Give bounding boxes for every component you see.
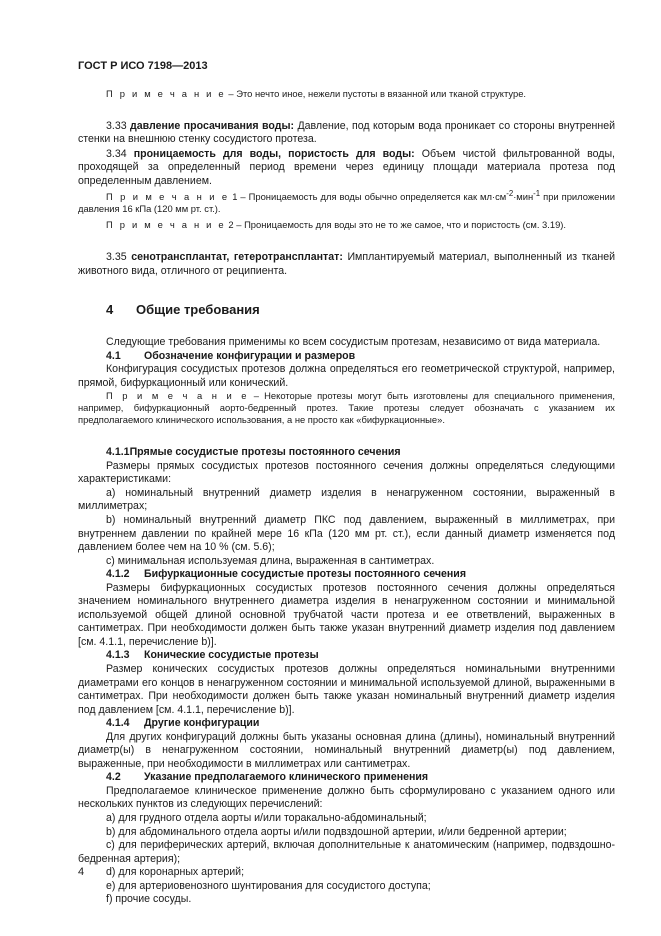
term-3-34: 3.34 проницаемость для воды, пористость для воды: Объем чистой фильтрованной воды, проходящей за определенный период времени через единицу площади материала протеза под определенным давлением. xyxy=(78,147,615,187)
list-item: с) минимальная используемая длина, выраженная в сантиметрах. xyxy=(106,554,435,567)
para-4-1-3: Размер конических сосудистых протезов должны определяться номинальными внутренними диаметрами его концов в ненагруженном состоянии и минимальной используемой длиной, выраженными в сантиметрах. При необходимости должен быть также указан номинальный внутренний диаметр изделия под давлением [см. 4.1.1, перечисление b)]. xyxy=(78,662,615,716)
heading-4-1: 4.1 Обозначение конфигурации и размеров xyxy=(106,349,356,362)
document-page xyxy=(78,60,615,907)
para-4-2: Предполагаемое клиническое применение должно быть сформулировано с указанием одного или нескольких пунктов из следующих перечислений: xyxy=(78,784,615,811)
heading-4-1-4: 4.1.4 Другие конфигурации xyxy=(106,717,260,730)
note-1: П р и м е ч а н и е 1 – Проницаемость для воды обычно определяется как $мл\cdot см^{-2}\cdot мин^{-1}$ при приложении давления 16 кПа (120 мм рт. ст.). xyxy=(78,189,615,215)
para-4-1-4: Для других конфигураций должны быть указаны основная длина (длины), номинальный внутренний диаметр(ы) в ненагруженном состоянии, номинальный внутренний диаметр(ы) под давлением, выраженные, при необходимости в миллиметрах или сантиметрах. xyxy=(78,730,615,770)
document-header: ГОСТ Р ИСО 7198—2013 xyxy=(78,60,208,72)
list-item: с) для периферических артерий, включая дополнительные к анатомическим (например, подвздошно-бедренная артерия); xyxy=(78,839,615,865)
term-3-35: 3.35 сенотрансплантат, гетеротрансплантат: Имплантируемый материал, выполненный из тканей животного вида, отличного от реципиента. xyxy=(78,251,616,277)
para-4-1-1: Размеры прямых сосудистых протезов постоянного сечения должны определяться следующими характеристиками: xyxy=(78,459,615,486)
list-item: f) прочие сосуды. xyxy=(106,893,192,906)
list-item: b) для абдоминального отдела аорты и/или подвздошной артерии, и/или бедренной артерии; xyxy=(106,825,567,838)
heading-4-1-3: 4.1.3 Конические сосудистые протезы xyxy=(106,649,319,662)
section-4-heading: 4 Общие требования xyxy=(106,301,260,317)
section-4-intro: Следующие требования применимы ко всем сосудистым протезам, независимо от вида материала. xyxy=(106,336,601,349)
para-4-1: Конфигурация сосудистых протезов должна определяться его геометрической структурой, например, прямой, бифуркационный или конический. xyxy=(78,363,615,389)
list-item: а) номинальный внутренний диаметр изделия в ненагруженном состоянии, выраженный в миллиметрах; xyxy=(78,486,615,513)
heading-4-1-2: 4.1.2 Бифуркационные сосудистые протезы постоянного сечения xyxy=(106,568,466,581)
note-top: П р и м е ч а н и е – Это нечто иное, нежели пустоты в вязанной или тканой структуре. xyxy=(106,87,527,99)
page-number: 4 xyxy=(78,866,85,878)
note-2: П р и м е ч а н и е 2 – Проницаемость для воды это не то же самое, что и пористость (см. 3.19). xyxy=(106,219,567,231)
heading-4-2: 4.2 Указание предполагаемого клинического применения xyxy=(106,771,429,784)
note-4-1: П р и м е ч а н и е – Некоторые протезы могут быть изготовлены для специального применения, например, бифуркационный аорто-бедренный протез. Такие протезы следует обозначать с указанием их предполагаемого клинического использования, а не просто как «бифуркационные». xyxy=(78,390,615,426)
para-4-1-2: Размеры бифуркационных сосудистых протезов постоянного сечения должны определяться значением номинального внутреннего диаметра изделия в ненагруженном состоянии и минимальной используемой общей длиной основной трубчатой части протеза и ее ответвлений, выраженных в сантиметрах. При необходимости должен быть также указан внутренний диаметр изделия под давлением [см. 4.1.1, перечисление b)]. xyxy=(78,581,615,648)
list-item: b) номинальный внутренний диаметр ПКС под давлением, выраженный в миллиметрах, при внутреннем давлении по крайней мере 16 кПа (120 мм рт. ст.), если данный диаметр изменяется под давлением более чем на 10 % (см. 5.6); xyxy=(78,513,615,554)
list-item: а) для грудного отдела аорты и/или торакально-абдоминальный; xyxy=(106,812,427,824)
list-item: е) для артериовенозного шунтирования для сосудистого доступа; xyxy=(106,879,431,892)
term-3-33: 3.33 давление просачивания воды: Давление, под которым вода проникает со стороны внутренней стенки на внешнюю стенку сосудистого протеза. xyxy=(78,119,616,146)
list-item: d) для коронарных артерий; xyxy=(106,866,245,879)
heading-4-1-1: 4.1.1Прямые сосудистые протезы постоянного сечения xyxy=(106,446,401,459)
